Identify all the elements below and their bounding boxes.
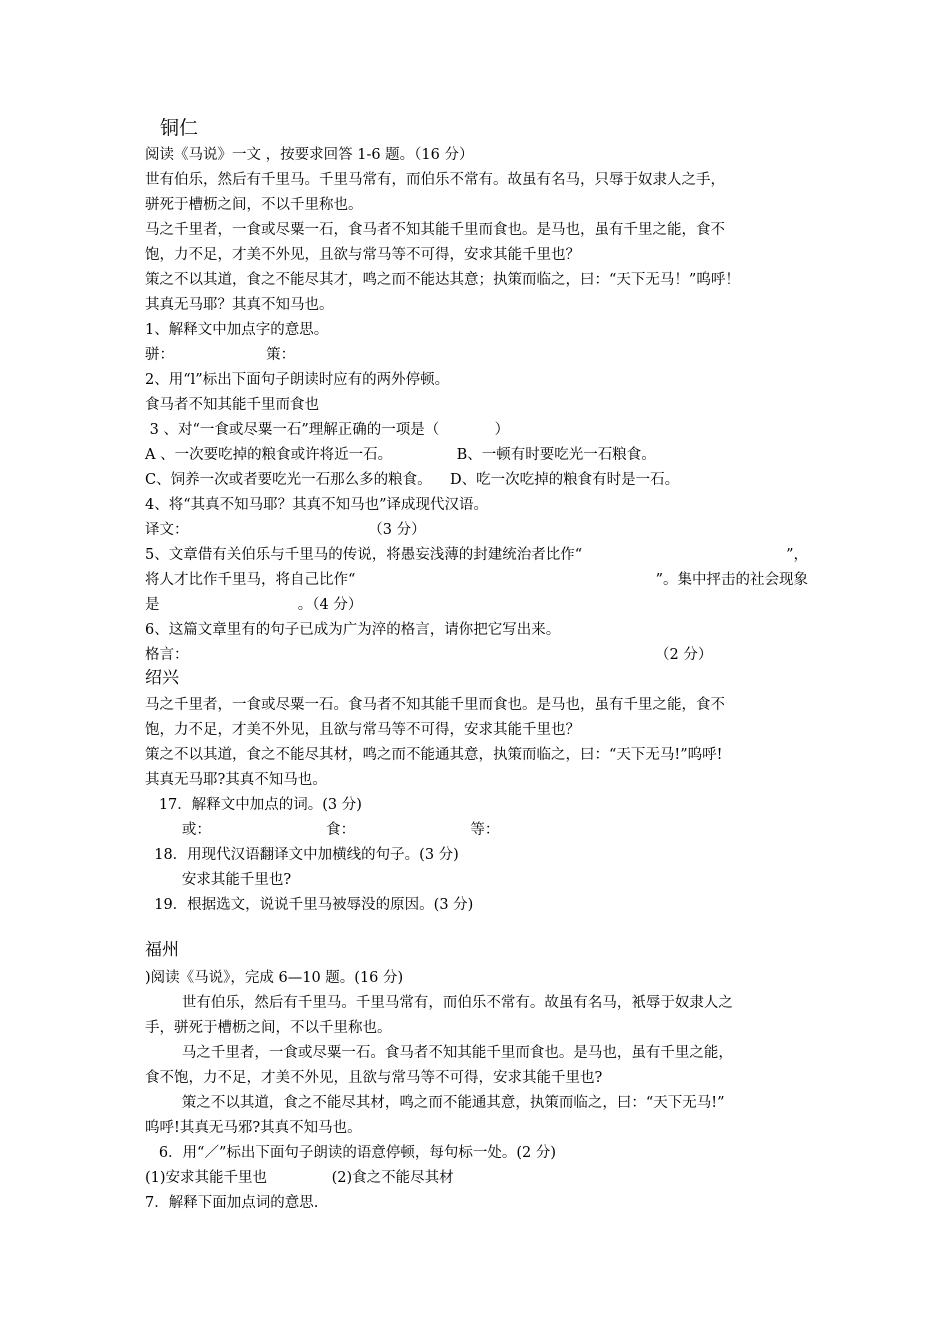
option-line: A 、一次要吃掉的粮食或许将近一石。 B、一顿有时要吃光一石粮食。: [145, 447, 656, 463]
text-line: 饱，力不足，才美不外见，且欲与常马等不可得，安求其能千里也？: [145, 722, 580, 738]
question-5-cont: [145, 570, 808, 590]
answer-line: 格言：: [145, 647, 189, 663]
text-line: 饱，力不足，才美不外见，且欲与常马等不可得，安求其能千里也？: [145, 247, 580, 263]
option-line: C、饲养一次或者要吃光一石那么多的粮食。 D、吃一次吃掉的粮食有时是一石。: [145, 472, 680, 488]
score: （2 分）: [655, 647, 713, 663]
text-line: 骈死于槽枥之间，不以千里称也。: [145, 197, 363, 213]
text-line: 策之不以其道，食之不能尽其材，鸣之而不能通其意，执策而临之，曰：“天下无马!”: [145, 1095, 725, 1111]
question-7-fuzhou: 7．解释下面加点词的意思.: [145, 1195, 319, 1211]
text-line: )阅读《马说》，完成 6—10 题。(16 分): [145, 970, 404, 986]
section-title-tongren: 铜仁: [160, 117, 199, 139]
question-5: [145, 545, 808, 565]
question-2: 2、用“l”标出下面句子朗读时应有的两外停顿。: [145, 372, 450, 388]
section-title-fuzhou: 福州: [145, 940, 179, 960]
text-line: 马之千里者，一食或尽粟一石。食马者不知其能千里而食也。是马也，虽有千里之能，食不: [145, 697, 725, 713]
text-line: 策之不以其道，食之不能尽其材，鸣之而不能通其意，执策而临之，曰：“天下无马!”呜呼!: [145, 747, 723, 763]
question-5-text: 5、文章借有关伯乐与千里马的传说，将愚妄浅薄的封建统治者比作“: [145, 547, 583, 563]
text-line: 其真无马耶？其真不知马也。: [145, 297, 334, 313]
answer-line: 骈： 策：: [145, 347, 296, 363]
text-line: 安求其能千里也?: [145, 872, 292, 888]
text-line: 食马者不知其能千里而食也: [145, 397, 319, 413]
question-5-close: ”，: [786, 547, 808, 563]
text-line: 马之千里者，一食或尽粟一石，食马者不知其能千里而食也。是马也，虽有千里之能，食不: [145, 222, 725, 238]
text-line: 世有伯乐，然后有千里马。千里马常有，而伯乐不常有。故虽有名马，只辱于奴隶人之手，: [145, 172, 725, 188]
text-line: 马之千里者，一食或尽粟一石。食马者不知其能千里而食也。是马也，虽有千里之能，: [145, 1045, 733, 1061]
text-line: 其真无马耶?其真不知马也。: [145, 772, 327, 788]
section-title-shaoxing: 绍兴: [145, 668, 179, 688]
text-line: 策之不以其道，食之不能尽其才，鸣之而不能达其意；执策而临之，曰：“天下无马！”呜呼！: [145, 272, 740, 288]
answer-line: (1)安求其能千里也 (2)食之不能尽其材: [145, 1170, 454, 1186]
question-6-fuzhou: 6．用“／”标出下面句子朗读的语意停顿，每句标一处。(2 分): [145, 1145, 557, 1161]
question-1: 1、解释文中加点字的意思。: [145, 322, 329, 338]
answer-line: 或： 食： 等：: [145, 822, 500, 838]
text-line: 食不饱，力不足，才美不外见，且欲与常马等不可得，安求其能千里也?: [145, 1070, 603, 1086]
text-line: 呜呼!其真无马邪?其真不知马也。: [145, 1120, 362, 1136]
answer-line: 译文： （3 分）: [145, 522, 426, 538]
question-19: 19．根据选文，说说千里马被辱没的原因。(3 分): [145, 897, 474, 913]
text-line: 手，骈死于槽枥之间，不以千里称也。: [145, 1020, 392, 1036]
question-3: 3 、对“一食或尽粟一石”理解正确的一项是（ ）: [145, 422, 510, 438]
question-17: 17．解释文中加点的词。(3 分): [145, 797, 362, 813]
question-4: 4、将“其真不知马耶？其真不知马也”译成现代汉语。: [145, 497, 489, 513]
question-5-cont: 是 。（4 分）: [145, 597, 363, 613]
question-6: 6、这篇文章里有的句子已成为广为淬的格言，请你把它写出来。: [145, 622, 561, 638]
question-5-text: ”。集中抨击的社会现象: [655, 572, 808, 588]
question-5-text: 将人才比作千里马，将自己比作“: [145, 572, 356, 588]
text-line: 世有伯乐，然后有千里马。千里马常有，而伯乐不常有。故虽有名马，衹辱于奴隶人之: [145, 995, 733, 1011]
text-line: 阅读《马说》一文 ，按要求回答 1-6 题。（16 分）: [145, 147, 474, 163]
question-18: 18．用现代汉语翻译文中加横线的句子。(3 分): [145, 847, 459, 863]
